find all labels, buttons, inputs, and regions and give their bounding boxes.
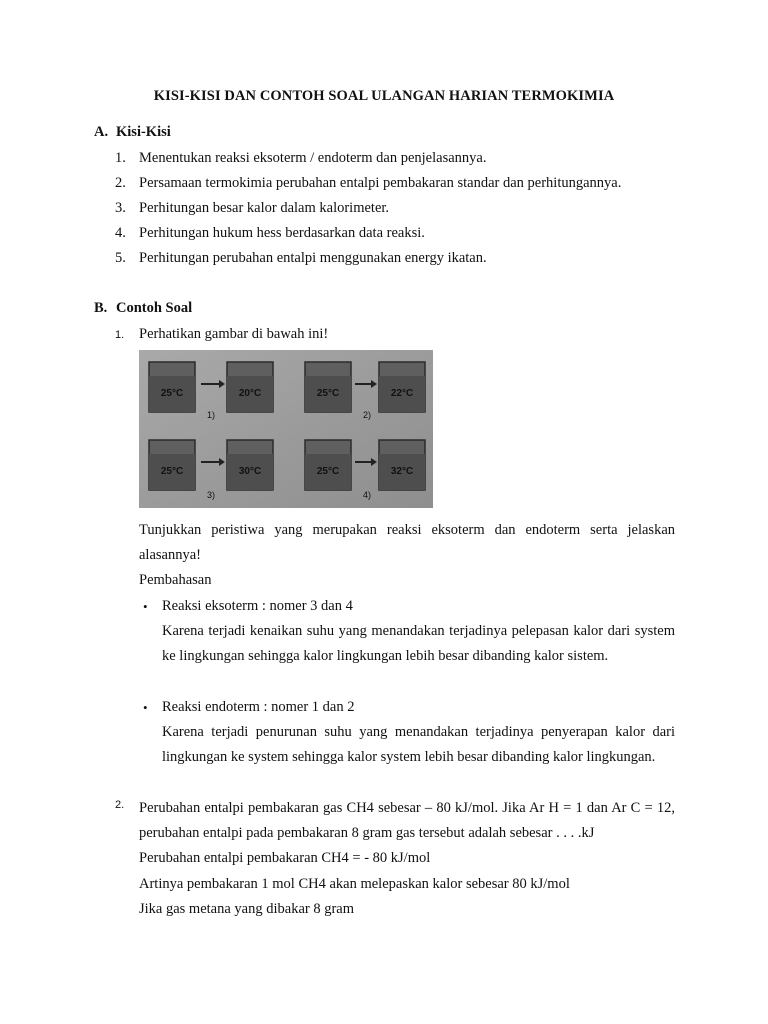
panel-1-end-temp: 20°C (238, 388, 262, 399)
section-a-title: Kisi-Kisi (116, 124, 171, 140)
panel-3-start-temp: 25°C (160, 466, 184, 477)
kisi-item (115, 200, 695, 217)
question-2-line: Artinya pembakaran 1 mol CH4 akan melepaskan kalor sebesar 80 kJ/mol (139, 876, 570, 892)
kisi-item-number: 4. (115, 225, 126, 241)
panel-1-label: 1) (206, 410, 216, 420)
question-2-line: Jika gas metana yang dibakar 8 gram (139, 901, 355, 917)
question-2-text: Perubahan entalpi pembakaran gas CH4 sebesar – 80 kJ/mol. Jika Ar H = 1 dan Ar C = 12, perubahan entalpi pada pembakaran 8 gram gas tersebut adalah sebesar . . . .kJ (139, 800, 675, 841)
document-title: KISI-KISI DAN CONTOH SOAL ULANGAN HARIAN TERMOKIMIA (153, 88, 615, 104)
question-1-text: Tunjukkan peristiwa yang merupakan reaksi eksoterm dan endoterm serta jelaskan alasannya! (139, 522, 675, 563)
section-a-heading (94, 124, 171, 141)
section-b-letter: B. (94, 300, 108, 316)
bullet-marker: • (143, 700, 148, 715)
beaker-figure (139, 350, 433, 508)
pembahasan-label: Pembahasan (139, 572, 212, 588)
panel-2-end-temp: 22°C (390, 388, 414, 399)
kisi-item-number: 2. (115, 175, 126, 191)
panel-3-end-temp: 30°C (238, 466, 262, 477)
kisi-item-text: Persamaan termokimia perubahan entalpi pembakaran standar dan perhitungannya. (139, 175, 622, 191)
kisi-item-text: Menentukan reaksi eksoterm / endoterm dan penjelasannya. (139, 150, 487, 166)
panel-4-end-temp: 32°C (390, 466, 414, 477)
bullet-marker: • (143, 599, 148, 614)
panel-4-label: 4) (362, 490, 372, 500)
panel-4-start-temp: 25°C (316, 466, 340, 477)
kisi-item-number: 3. (115, 200, 126, 216)
question-2-line: Perubahan entalpi pembakaran CH4 = - 80 kJ/mol (139, 850, 431, 866)
kisi-item-text: Perhitungan perubahan entalpi menggunakan energy ikatan. (139, 250, 487, 266)
question-2-number-wrap (115, 796, 139, 813)
beaker-illustration (139, 350, 433, 508)
kisi-item (115, 225, 695, 242)
kisi-item-text: Perhitungan hukum hess berdasarkan data reaksi. (139, 225, 425, 241)
question-1-prompt (115, 326, 695, 343)
bullet-2-body: Karena terjadi penurunan suhu yang menandakan terjadinya penyerapan kalor dari lingkungan ke system sehingga kalor system lebih besar dibanding kalor lingkungan. (162, 724, 675, 765)
bullet-1-body: Karena terjadi kenaikan suhu yang menandakan terjadinya pelepasan kalor dari system ke lingkungan sehingga kalor lingkungan lebih besar dibanding kalor sistem. (162, 623, 675, 664)
question-1-prompt-text: Perhatikan gambar di bawah ini! (139, 326, 329, 342)
kisi-item-number: 1. (115, 150, 126, 166)
kisi-item (115, 150, 695, 167)
kisi-item-text: Perhitungan besar kalor dalam kalorimeter. (139, 200, 390, 216)
section-a-letter: A. (94, 124, 109, 140)
section-b-title: Contoh Soal (116, 300, 193, 316)
section-b-heading (94, 300, 192, 317)
bullet-1-heading: Reaksi eksoterm : nomer 3 dan 4 (162, 598, 353, 614)
panel-3-label: 3) (206, 490, 216, 500)
question-1-number: 1. (115, 329, 125, 341)
panel-2-start-temp: 25°C (316, 388, 340, 399)
kisi-item (115, 175, 695, 192)
question-2-number: 2. (115, 799, 125, 811)
panel-2-label: 2) (362, 410, 372, 420)
panel-1-start-temp: 25°C (160, 388, 184, 399)
kisi-item (115, 250, 695, 267)
kisi-item-number: 5. (115, 250, 126, 266)
bullet-2-heading: Reaksi endoterm : nomer 1 dan 2 (162, 699, 355, 715)
